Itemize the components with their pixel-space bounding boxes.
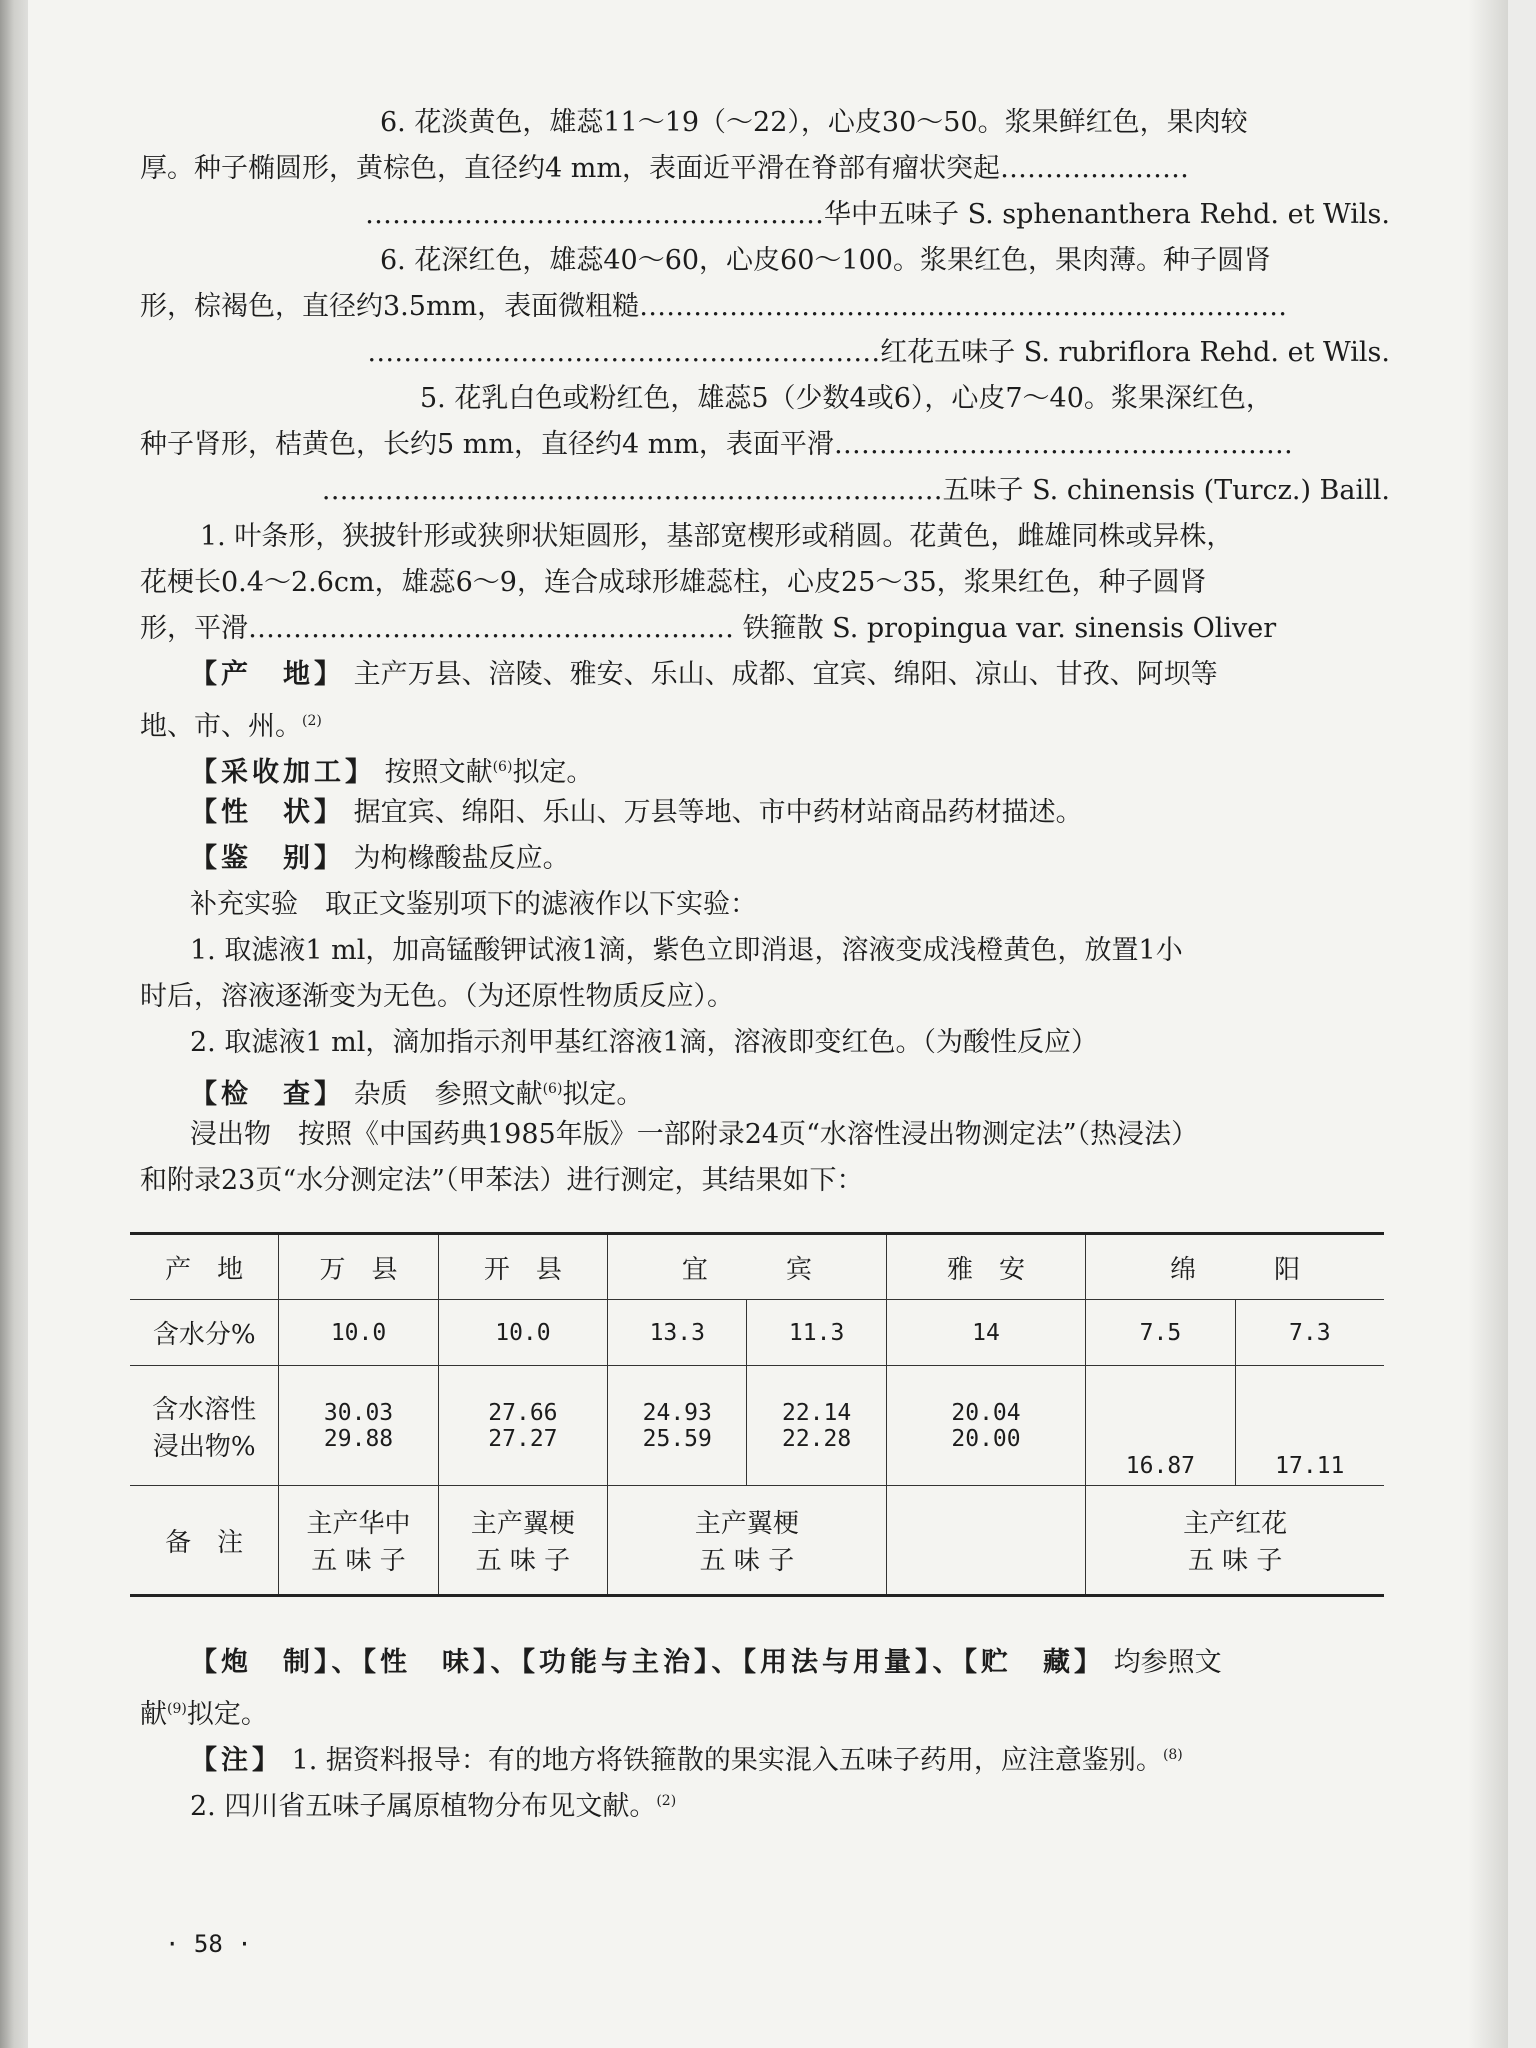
table-header-row <box>130 1234 1384 1300</box>
origin-text: 主产万县、涪陵、雅安、乐山、成都、宜宾、绵阳、凉山、甘孜、阿坝等 <box>353 659 1218 690</box>
processing2-headings: 【炮 制】、【性 味】、【功能与主治】、【用法与用量】、【贮 藏】 <box>190 1647 1105 1678</box>
traits-heading: 【性 状】 <box>190 797 345 828</box>
table-value: 24.93 <box>642 1399 712 1426</box>
origin-text-2: 地、市、州。 <box>140 711 302 742</box>
remark-line: 主产红花 <box>1183 1509 1288 1539</box>
remark-line: 五 味 子 <box>311 1546 406 1576</box>
table-cell: 7.3 <box>1235 1300 1384 1366</box>
inspection-ref: (6) <box>542 1081 563 1097</box>
processing2-text-c: 拟定。 <box>186 1699 268 1730</box>
table-cell <box>279 1486 438 1596</box>
notes-item-1: 1. 据资料报导：有的地方将铁箍散的果实混入五味子药用，应注意鉴别。 <box>291 1745 1163 1776</box>
table-cell <box>438 1366 607 1486</box>
table-row <box>130 1366 1384 1486</box>
key-entry-3-line-3: ……………………………………………………………五味子 S. chinensis (Turcz.) Baill. <box>321 475 1390 506</box>
processing2-line-2 <box>140 1686 1390 1732</box>
table-cell <box>1086 1366 1235 1486</box>
processing-ref: (6) <box>492 759 513 775</box>
table-row <box>130 1486 1384 1596</box>
key-entry-4-line-2: 花梗长0.4～2.6cm，雄蕊6～9，连合成球形雄蕊柱，心皮25～35，浆果红色，种子圆肾 <box>140 567 1207 598</box>
inspection-text-b: 拟定。 <box>562 1079 644 1110</box>
header-kaixian: 开 县 <box>438 1234 607 1300</box>
key-entry-4-line-3: 形，平滑……………………………………………… 铁箍散 S. propingua var. sinensis Oliver <box>140 613 1277 644</box>
inspection-text-a: 杂质 参照文献 <box>353 1079 543 1110</box>
header-wanxian: 万 县 <box>279 1234 438 1300</box>
key-entry-1-line-2: 厚。种子椭圆形，黄棕色，直径约4 mm，表面近平滑在脊部有瘤状突起………………… <box>140 153 1189 184</box>
table-cell <box>747 1366 886 1486</box>
extract-label-2: 浸出物% <box>152 1431 256 1462</box>
table-cell: 11.3 <box>747 1300 886 1366</box>
notes-ref-1: (8) <box>1162 1747 1183 1763</box>
remark-label: 备 注 <box>130 1486 279 1596</box>
table-cell: 10.0 <box>438 1300 607 1366</box>
extract-label-1: 含水溶性 <box>152 1394 257 1425</box>
processing2-text-a: 均参照文 <box>1113 1647 1222 1678</box>
remark-line: 主产翼梗 <box>470 1509 575 1539</box>
supplement-item-1b: 时后，溶液逐渐变为无色。（为还原性物质反应）。 <box>140 981 734 1012</box>
remark-line: 五 味 子 <box>699 1546 795 1576</box>
table-value: 27.27 <box>488 1425 558 1452</box>
identify-heading: 【鉴 别】 <box>190 843 345 874</box>
header-mianyang: 绵 阳 <box>1086 1234 1384 1300</box>
remark-line: 五 味 子 <box>1187 1546 1283 1576</box>
table-value: 29.88 <box>323 1425 394 1452</box>
supplement-intro: 补充实验 取正文鉴别项下的滤液作以下实验： <box>190 889 757 920</box>
table-value: 20.04 <box>951 1399 1021 1426</box>
key-entry-3-line-1: 5. 花乳白色或粉红色，雄蕊5（少数4或6），心皮7～40。浆果深红色， <box>420 383 1273 414</box>
notes-heading: 【注】 <box>190 1745 283 1776</box>
remark-line: 主产翼梗 <box>694 1509 799 1539</box>
key-entry-2-line-3: …………………………………………………红花五味子 S. rubriflora Rehd. et Wils. <box>367 337 1390 368</box>
notes-ref-2: (2) <box>656 1793 677 1809</box>
table-value: 17.11 <box>1275 1453 1345 1479</box>
table-value: 22.14 <box>781 1399 852 1426</box>
traits-section <box>140 790 1390 836</box>
processing-section <box>140 744 1390 790</box>
origin-ref: (2) <box>302 713 322 729</box>
table-cell: 7.5 <box>1086 1300 1235 1366</box>
table-cell <box>608 1366 747 1486</box>
table-value: 25.59 <box>642 1425 712 1452</box>
table-cell <box>608 1486 887 1596</box>
origin-heading: 【产 地】 <box>190 659 345 690</box>
table-value: 16.87 <box>1125 1453 1196 1479</box>
results-table <box>130 1232 1384 1597</box>
traits-text: 据宜宾、绵阳、乐山、万县等地、市中药材站商品药材描述。 <box>353 797 1083 828</box>
header-yibin: 宜 宾 <box>608 1234 887 1300</box>
processing-heading: 【采收加工】 <box>190 757 376 788</box>
table-cell <box>886 1366 1085 1486</box>
inspection-section <box>140 1066 1390 1112</box>
processing-text-a: 按照文献 <box>384 757 493 788</box>
table-value: 27.66 <box>488 1399 558 1426</box>
supplement-item-2: 2. 取滤液1 ml，滴加指示剂甲基红溶液1滴，溶液即变红色。（为酸性反应） <box>190 1027 1099 1058</box>
table-cell <box>1086 1486 1384 1596</box>
processing2-ref: (9) <box>167 1701 187 1717</box>
table-value: 30.03 <box>323 1399 394 1426</box>
moisture-label: 含水分% <box>130 1300 279 1366</box>
processing2-text-b: 献 <box>140 1699 167 1730</box>
supplement-item-1a: 1. 取滤液1 ml，加高锰酸钾试液1滴，紫色立即消退，溶液变成浅橙黄色，放置1小 <box>190 935 1183 966</box>
table-cell <box>1235 1366 1384 1486</box>
key-entry-4-line-1: 1. 叶条形，狭披针形或狭卵状矩圆形，基部宽楔形或稍圆。花黄色，雌雄同株或异株， <box>200 521 1234 552</box>
table-cell <box>279 1366 438 1486</box>
identify-section <box>140 836 1390 882</box>
table-value: 22.28 <box>781 1425 852 1452</box>
origin-section <box>140 652 1390 698</box>
main-text <box>140 100 1390 1204</box>
extract-label <box>130 1366 279 1486</box>
extract-line-2: 和附录23页“水分测定法”（甲苯法）进行测定，其结果如下： <box>140 1165 864 1196</box>
key-entry-1-line-3: ……………………………………………华中五味子 S. sphenanthera Rehd. et Wils. <box>364 199 1390 230</box>
remark-line: 五 味 子 <box>475 1546 571 1576</box>
table-cell: 13.3 <box>608 1300 747 1366</box>
remark-line: 主产华中 <box>306 1509 411 1539</box>
page-edge-shadow <box>1468 0 1508 2048</box>
key-entry-3-line-2: 种子肾形，桔黄色，长约5 mm，直径约4 mm，表面平滑…………………………………………… <box>140 429 1293 460</box>
identify-text: 为枸橼酸盐反应。 <box>353 843 570 874</box>
table-cell: 10.0 <box>279 1300 438 1366</box>
header-origin: 产 地 <box>130 1234 279 1300</box>
table-row <box>130 1300 1384 1366</box>
header-yaan: 雅 安 <box>886 1234 1085 1300</box>
table-cell <box>886 1486 1085 1596</box>
notes-line-2 <box>140 1778 1390 1824</box>
page-number: · 58 · <box>165 1930 252 1958</box>
key-entry-1-line-1: 6. 花淡黄色，雄蕊11～19（～22），心皮30～50。浆果鲜红色，果肉较 <box>380 107 1248 138</box>
key-entry-2-line-2: 形，棕褐色，直径约3.5mm，表面微粗糙……………………………………………………………… <box>140 291 1288 322</box>
table-cell <box>438 1486 607 1596</box>
inspection-heading: 【检 查】 <box>190 1079 345 1110</box>
table-cell: 14 <box>886 1300 1085 1366</box>
table-value: 20.00 <box>951 1425 1021 1452</box>
after-table-text <box>140 1640 1390 1824</box>
origin-continuation <box>140 698 1390 744</box>
key-entry-2-line-1: 6. 花深红色，雄蕊40～60，心皮60～100。浆果红色，果肉薄。种子圆肾 <box>380 245 1271 276</box>
notes-item-2: 2. 四川省五味子属原植物分布见文献。 <box>190 1791 657 1822</box>
extract-line-1: 浸出物 按照《中国药典1985年版》一部附录24页“水溶性浸出物测定法”（热浸法） <box>190 1119 1199 1150</box>
processing2-line-1 <box>140 1640 1390 1686</box>
notes-line-1 <box>140 1732 1390 1778</box>
processing-text-b: 拟定。 <box>512 757 594 788</box>
